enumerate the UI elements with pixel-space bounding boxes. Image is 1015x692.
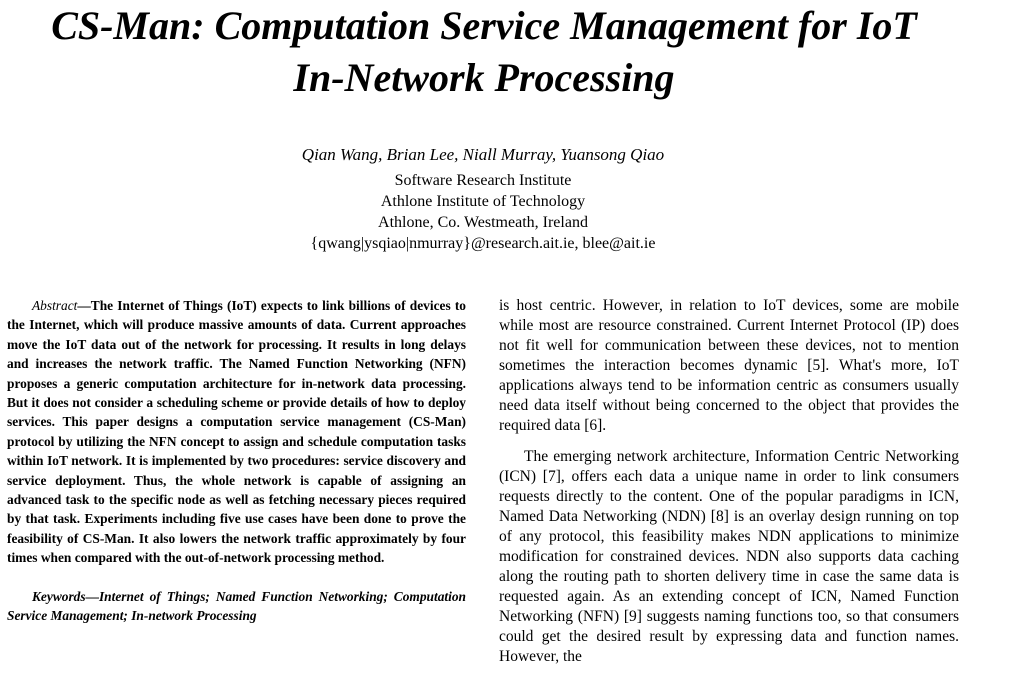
affiliation-institute: Software Research Institute — [394, 172, 572, 189]
paper-title-line-2: In-Network Processing — [293, 55, 675, 100]
abstract-text: —The Internet of Things (IoT) expects to link billions of devices to the Internet, which will produce massive amounts of data. Current approaches move the IoT data out of the network for processing. It results in long delays and increases the network traffic. The Named Function Networking (NFN) proposes a generic computation architecture for in-network data processing. But it does not consider a scheduling scheme or provide details of how to deploy services. This paper designs a computation service management (CS-Man) protocol by utilizing the NFN concept to assign and schedule computation tasks within IoT network. It is implemented by two procedures: service discovery and service deployment. Thus, the whole network is capable of assigning an advanced task to the specific node as well as fetching necessary pieces required by that task. Experiments including five use cases have been done to prove the feasibility of CS-Man. It also lowers the network traffic approximately by four times when compared with the out-of-network processing method. — [7, 298, 466, 566]
affiliation-block — [0, 170, 966, 254]
affiliation-emails: {qwang|ysqiao|nmurray}@research.ait.ie, blee@ait.ie — [310, 235, 656, 252]
paper-title-line-1: CS-Man: Computation Service Management for IoT — [51, 3, 917, 48]
paper-title — [0, 0, 968, 104]
right-column — [499, 296, 959, 667]
author-list: Qian Wang, Brian Lee, Niall Murray, Yuansong Qiao — [301, 145, 665, 164]
affiliation-location: Athlone, Co. Westmeath, Ireland — [378, 214, 588, 231]
body-paragraph-1: is host centric. However, in relation to IoT devices, some are mobile while most are resource constrained. Current Internet Protocol (IP) does not fit well for communication between these devices, not to mention sometimes the interaction becomes dynamic [5]. What's more, IoT applications always tend to be information centric as consumers usually need data itself without being concerned to the object that provides the required data [6]. — [499, 297, 959, 434]
keywords-paragraph: Keywords—Internet of Things; Named Function Networking; Computation Service Management; In-network Processing — [7, 588, 466, 624]
body-paragraph-2: The emerging network architecture, Information Centric Networking (ICN) [7], offers each data a unique name in order to link consumers requests directly to the content. One of the popular paradigms in ICN, Named Data Networking (NDN) [8] is an overlay design running on top of any protocol, this feasibility makes NDN applications to minimize modification for constrained devices. NDN also supports data caching along the routing path to shorten delivery time in case the same data is requested again. As an extending concept of ICN, Named Function Networking (NFN) [9] suggests naming functions too, so that consumers could get the desired result by expressing data and function names. However, the — [499, 448, 959, 665]
abstract-label: Abstract — [32, 298, 78, 313]
left-column — [7, 296, 466, 626]
affiliation-university: Athlone Institute of Technology — [380, 193, 586, 210]
abstract-paragraph — [7, 296, 466, 568]
